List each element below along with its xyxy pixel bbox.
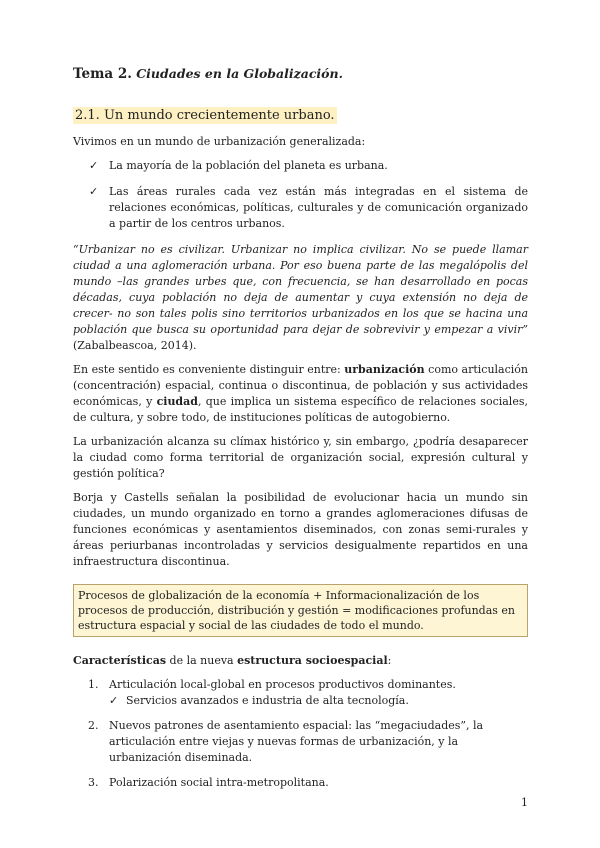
term-urbanizacion: urbanización <box>344 363 425 376</box>
page-number: 1 <box>521 796 528 809</box>
text-fragment: de la nueva <box>166 654 238 667</box>
text-fragment: como articulación (concentración) espacial, continua o discontinua, de población y sus actividades económicas, y <box>73 363 529 408</box>
section-heading: 2.1. Un mundo crecientemente urbano. <box>75 108 335 123</box>
term-caracteristicas: Características <box>73 654 167 667</box>
check-list <box>73 158 528 232</box>
list-number: 3. <box>88 776 99 789</box>
text-fragment: En este sentido es conveniente distinguir entre: <box>73 363 345 376</box>
features-list <box>73 677 528 791</box>
text-fragment: : <box>387 654 392 667</box>
document-page <box>73 66 528 800</box>
checkmark-icon: ✓ <box>89 185 99 198</box>
list-number: 2. <box>88 719 99 732</box>
list-item <box>73 775 528 791</box>
list-item-text: Polarización social intra-metropolitana. <box>109 776 329 789</box>
intro-paragraph: Vivimos en un mundo de urbanización generalizada: <box>73 135 366 148</box>
quote-paragraph <box>73 242 528 354</box>
list-item-text: Articulación local-global en procesos productivos dominantes. <box>109 678 456 691</box>
term-estructura: estructura socioespacial <box>237 654 388 667</box>
list-item <box>73 718 528 766</box>
borja-paragraph: Borja y Castells señalan la posibilidad de evolucionar hacia un mundo sin ciudades, un mundo organizado en torno a grandes aglomeraciones difusas de funciones económicas y asentamientos diseminados, con zonas semi-rurales y áreas periurbanas incontroladas y servicios desigualmente repartidos en una infraestructura discontinua. <box>73 491 528 568</box>
list-item-text: La mayoría de la población del planeta es urbana. <box>109 159 388 172</box>
highlight-box: Procesos de globalización de la economía + Informacionalización de los procesos de producción, distribución y gestión = modificaciones profundas en estructura espacial y social de las ciudades de todo el mundo. <box>73 584 528 637</box>
list-item <box>73 158 528 174</box>
title-prefix: Tema 2. <box>73 66 132 82</box>
sub-list-item-text: Servicios avanzados e industria de alta tecnología. <box>126 694 409 707</box>
list-item <box>73 184 528 232</box>
sub-list-item <box>109 693 528 709</box>
list-item-text: Las áreas rurales cada vez están más integradas en el sistema de relaciones económicas, políticas, culturales y de comunicación organizado a partir de los centros urbanos. <box>109 185 528 230</box>
quote-text: “Urbanizar no es civilizar. Urbanizar no implica civilizar. No se puede llamar ciudad a una aglomeración urbana. Por eso buena parte de las megalópolis del mundo –las grandes urbes que, con frecuencia, se han desarrollado en pocas décadas, cuya población no deja de aumentar y cuya extensión no deja de crecer- no son tales polis sino territorios urbanizados en los que se hacina una población que busca su oportunidad para dejar de sobrevivir y empezar a vivir” <box>73 243 528 336</box>
distinguish-paragraph <box>73 362 528 426</box>
term-ciudad: ciudad <box>156 395 198 408</box>
quote-citation: (Zabalbeascoa, 2014). <box>73 339 197 352</box>
title-text: Ciudades en la Globalización. <box>136 66 343 81</box>
list-item-text: Nuevos patrones de asentamiento espacial: las “megaciudades”, la articulación entre viejas y nuevas formas de urbanización, y la urbanización diseminada. <box>109 719 484 764</box>
climax-paragraph: La urbanización alcanza su clímax histórico y, sin embargo, ¿podría desaparecer la ciudad como forma territorial de organización social, expresión cultural y gestión política? <box>73 435 528 480</box>
checkmark-icon: ✓ <box>109 694 119 707</box>
list-item <box>73 677 528 709</box>
features-heading <box>73 653 528 669</box>
checkmark-icon: ✓ <box>89 159 99 172</box>
list-number: 1. <box>88 678 99 691</box>
document-title <box>73 66 528 82</box>
text-fragment: , que implica un sistema específico de relaciones sociales, de cultura, y sobre todo, de instituciones políticas de autogobierno. <box>73 395 528 424</box>
